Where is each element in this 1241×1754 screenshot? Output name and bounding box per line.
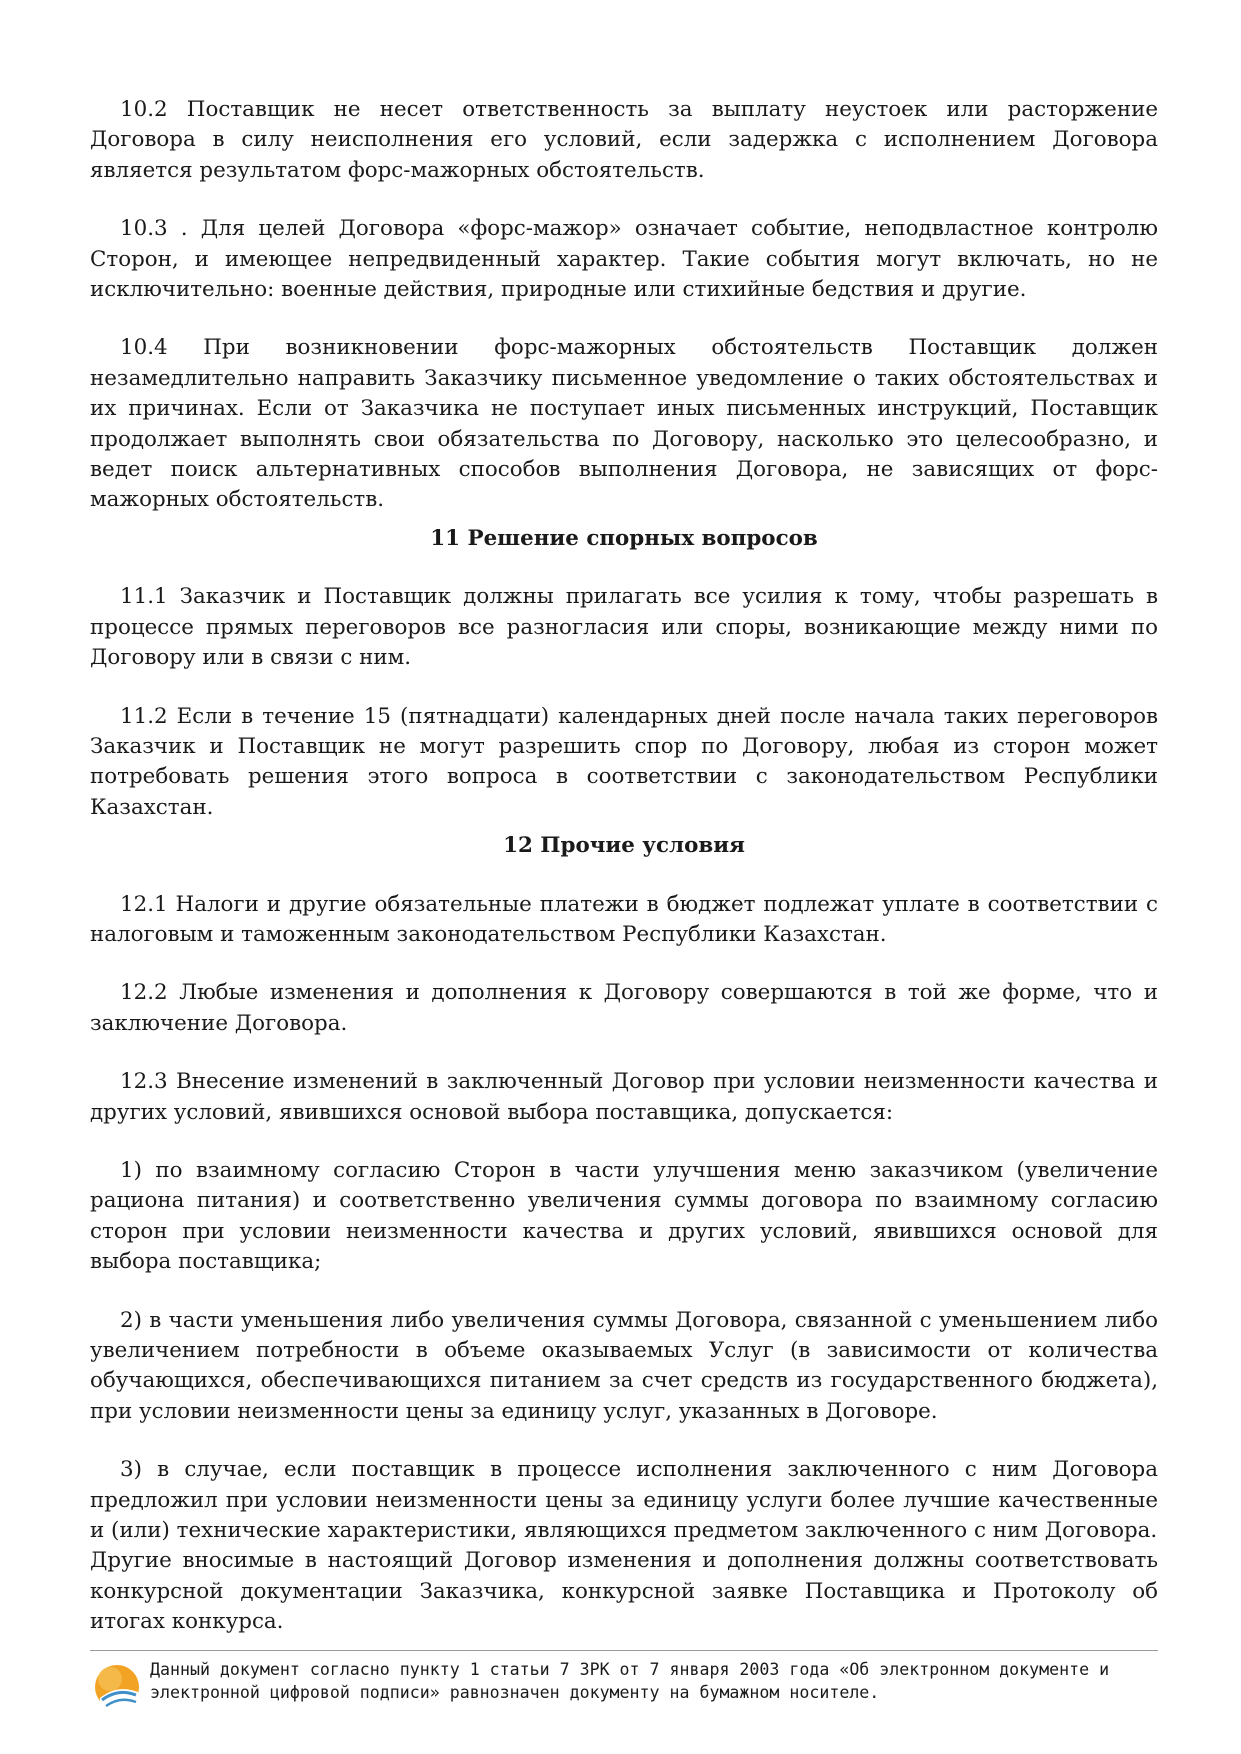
document-body [90, 95, 1158, 1638]
clause-10-3: 10.3 . Для целей Договора «форс-мажор» означает событие, неподвластное контролю Сторон, и имеющее непредвиденный характер. Такие события могут включать, но не исключительно: военные действия, природные или стихийные бедствия и другие. [90, 216, 1158, 303]
list-item-1: 1) по взаимному согласию Сторон в части улучшения меню заказчиком (увеличение рациона питания) и соответственно увеличения суммы договора по взаимному согласию сторон при условии неизменности качества и других условий, явившихся основой для выбора поставщика; [90, 1157, 1158, 1275]
section-heading-11: 11 Решение спорных вопросов [430, 525, 818, 551]
clause-10-2: 10.2 Поставщик не несет ответственность за выплату неустоек или расторжение Договора в силу неисполнения его условий, если задержка с исполнением Договора является результатом форс-мажорных обстоятельств. [90, 97, 1158, 183]
footer-legal-notice [150, 1658, 1150, 1704]
section-heading-12: 12 Прочие условия [503, 833, 745, 859]
footer-divider [90, 1650, 1158, 1651]
egov-sun-logo-icon [92, 1662, 142, 1712]
page-footer [90, 1656, 1158, 1712]
footer-text-line-2: электронной цифровой подписи» равнозначен документу на бумажном носителе. [150, 1683, 880, 1702]
clause-11-1: 11.1 Заказчик и Поставщик должны прилагать все усилия к тому, чтобы разрешать в процессе прямых переговоров все разногласия или споры, возникающие между ними по Договору или в связи с ним. [90, 584, 1158, 671]
list-item-3: 3) в случае, если поставщик в процессе исполнения заключенного с ним Договора предложил при условии неизменности цены за единицу услуги более лучшие качественные и (или) технические характеристики, являющихся предметом заключенного с ним Договора. [90, 1457, 1158, 1544]
closing-paragraph: Другие вносимые в настоящий Договор изменения и дополнения должны соответствовать конкурсной документации Заказчика, конкурсной заявке Поставщика и Протоколу об итогах конкурса. [90, 1548, 1158, 1635]
clause-12-1: 12.1 Налоги и другие обязательные платежи в бюджет подлежат уплате в соответствии с налоговым и таможенным законодательством Республики Казахстан. [90, 891, 1158, 947]
clause-11-2: 11.2 Если в течение 15 (пятнадцати) календарных дней после начала таких переговоров Заказчик и Поставщик не могут разрешить спор по Договору, любая из сторон может потребовать решения этого вопроса в соответствии с законодательством Республики Казахстан. [90, 703, 1158, 820]
clause-12-3: 12.3 Внесение изменений в заключенный Договор при условии неизменности качества и других условий, явившихся основой выбора поставщика, допускается: [90, 1069, 1158, 1125]
clause-10-4: 10.4 При возникновении форс-мажорных обстоятельств Поставщик должен незамедлительно направить Заказчику письменное уведомление о таких обстоятельствах и их причинах. Если от Заказчика не поступает иных письменных инструкций, Поставщик продолжает выполнять свои обязательства по Договору, насколько это целесообразно, и ведет поиск альтернативных способов выполнения Договора, не зависящих от форс-мажорных обстоятельств. [90, 335, 1158, 513]
list-item-2: 2) в части уменьшения либо увеличения суммы Договора, связанной с уменьшением либо увеличением потребности в объеме оказываемых Услуг (в зависимости от количества обучающихся, обеспечивающихся питанием за счет средств из государственного бюджета), при условии неизменности цены за единицу услуг, указанных в Договоре. [90, 1307, 1158, 1424]
clause-12-2: 12.2 Любые изменения и дополнения к Договору совершаются в той же форме, что и заключение Договора. [90, 980, 1158, 1036]
footer-text-line-1: Данный документ согласно пункту 1 статьи 7 ЗРК от 7 января 2003 года «Об электронном документе и [150, 1660, 1110, 1679]
